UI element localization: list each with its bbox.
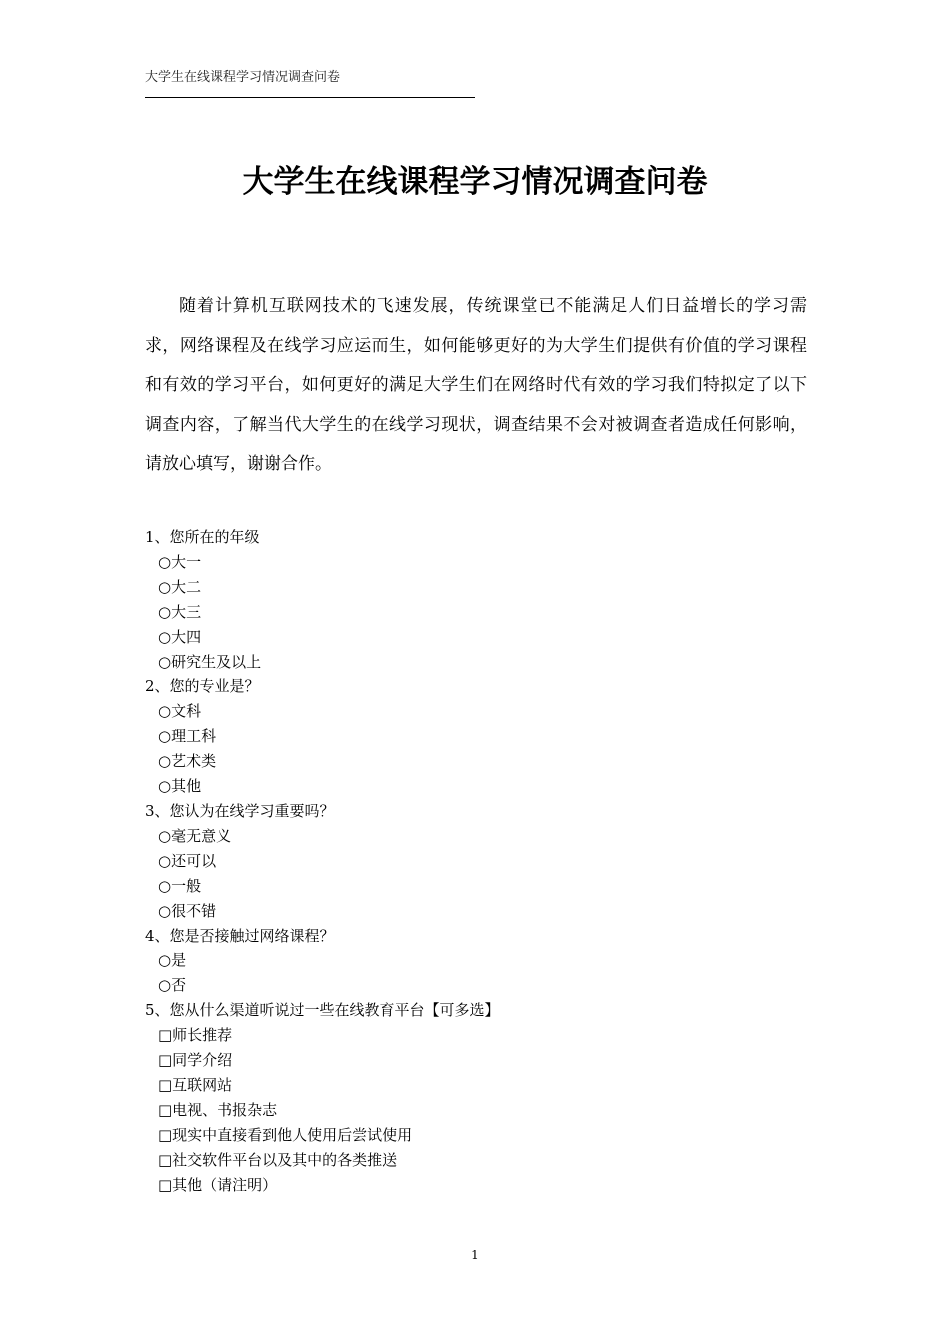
radio-option[interactable]: ○很不错 xyxy=(158,901,217,920)
question-list xyxy=(145,525,807,1197)
question-label: 1、您所在的年级 xyxy=(145,528,260,546)
intro-paragraph: 随着计算机互联网技术的飞速发展，传统课堂已不能满足人们日益增长的学习需求，网络课程及在线学习应运而生，如何能够更好的为大学生们提供有价值的学习课程和有效的学习平台，如何更好的满足大学生们在网络时代有效的学习我们特拟定了以下调查内容，了解当代大学生的在线学习现状，调查结果不会对被调查者造成任何影响，请放心填写，谢谢合作。 xyxy=(145,296,807,474)
radio-option[interactable]: ○文科 xyxy=(158,702,202,721)
page-number: 1 xyxy=(471,1248,479,1262)
checkbox-option[interactable]: □现实中直接看到他人使用后尝试使用 xyxy=(158,1125,413,1144)
question-5 xyxy=(145,998,807,1197)
radio-option[interactable]: ○还可以 xyxy=(158,851,217,870)
question-4 xyxy=(145,924,807,999)
radio-option[interactable]: ○研究生及以上 xyxy=(158,652,262,671)
document-title: 大学生在线课程学习情况调查问卷 xyxy=(242,164,708,200)
radio-option[interactable]: ○毫无意义 xyxy=(158,826,232,845)
header-divider xyxy=(145,97,475,98)
radio-option[interactable]: ○是 xyxy=(158,951,187,970)
question-label: 2、您的专业是？ xyxy=(145,677,260,696)
radio-option[interactable]: ○大三 xyxy=(158,602,202,621)
checkbox-option[interactable]: □社交软件平台以及其中的各类推送 xyxy=(158,1150,398,1169)
radio-option[interactable]: ○艺术类 xyxy=(158,752,217,771)
checkbox-option[interactable]: □互联网站 xyxy=(158,1075,233,1094)
checkbox-option[interactable]: □其他（请注明） xyxy=(158,1175,278,1194)
radio-option[interactable]: ○大一 xyxy=(158,552,202,571)
question-label: 3、您认为在线学习重要吗？ xyxy=(145,801,335,820)
radio-option[interactable]: ○大四 xyxy=(158,627,202,646)
radio-option[interactable]: ○理工科 xyxy=(158,727,217,746)
radio-option[interactable]: ○一般 xyxy=(158,876,202,895)
page-header: 大学生在线课程学习情况调查问卷 xyxy=(145,70,341,85)
radio-option[interactable]: ○否 xyxy=(158,976,187,995)
checkbox-option[interactable]: □师长推荐 xyxy=(158,1026,233,1045)
checkbox-option[interactable]: □同学介绍 xyxy=(158,1051,233,1070)
question-label: 4、您是否接触过网络课程？ xyxy=(145,926,335,945)
checkbox-option[interactable]: □电视、书报杂志 xyxy=(158,1100,278,1119)
radio-option[interactable]: ○大二 xyxy=(158,577,202,596)
question-label: 5、您从什么渠道听说过一些在线教育平台【可多选】 xyxy=(145,1001,500,1020)
question-1 xyxy=(145,525,807,674)
question-3 xyxy=(145,799,807,924)
question-2 xyxy=(145,674,807,799)
radio-option[interactable]: ○其他 xyxy=(158,777,202,796)
